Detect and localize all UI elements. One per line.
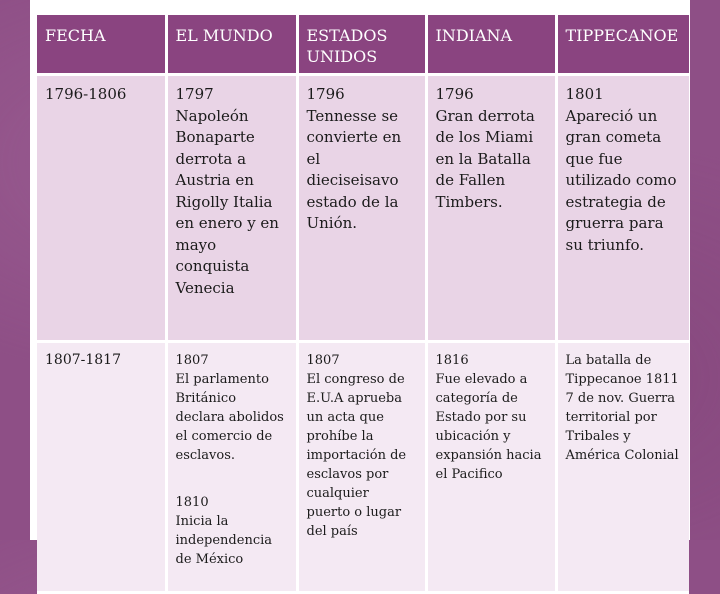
header-row — [37, 15, 689, 75]
cell-text: Apareció un gran cometa que fue utilizado como estrategia de gruerra para su triunfo. — [565, 106, 677, 254]
cell-fecha: 1796-1806 — [37, 75, 166, 342]
header-fecha: FECHA — [37, 15, 166, 75]
cell-fecha: 1807-1817 — [37, 342, 166, 593]
cell-year: 1807 — [306, 353, 340, 368]
cell-indiana — [426, 75, 556, 342]
cell-year: 1797 — [175, 85, 214, 103]
cell-text: La batalla de Tippecanoe 1811 7 de nov. Guerra territorial por Tribales y América Colonial — [565, 353, 679, 463]
cell-text: Napoleón Bonaparte derrota a Austria en Rigolly Italia en enero y en mayo conquista Venecia — [175, 106, 279, 297]
table-row — [37, 75, 689, 342]
cell-text: El parlamento Británico declara abolidos el comercio de esclavos. — [175, 372, 284, 463]
cell-estados-unidos — [297, 75, 426, 342]
cell-year: 1810 — [175, 495, 209, 510]
header-el-mundo: EL MUNDO — [166, 15, 297, 75]
table-row — [37, 342, 689, 593]
header-estados-unidos: ESTADOS UNIDOS — [297, 15, 426, 75]
cell-text: Fue elevado a categoría de Estado por su ubicación y expansión hacia el Pacifico — [435, 372, 542, 482]
cell-year: 1796 — [306, 85, 345, 103]
cell-text: Inicia la independencia de México — [175, 514, 273, 567]
cell-tippecanoe — [556, 75, 689, 342]
cell-text: Gran derrota de los Miami en la Batalla de Fallen Timbers. — [435, 106, 535, 211]
cell-year: 1807 — [175, 353, 209, 368]
cell-spacer — [176, 465, 288, 493]
history-table — [37, 15, 689, 594]
cell-el-mundo — [166, 75, 297, 342]
cell-text: Tennesse se convierte en el dieciseisavo estado de la Unión. — [306, 106, 402, 232]
cell-tippecanoe — [556, 342, 689, 593]
header-indiana: INDIANA — [426, 15, 556, 75]
cell-year: 1796 — [435, 85, 474, 103]
cell-el-mundo — [166, 342, 297, 593]
cell-estados-unidos — [297, 342, 426, 593]
cell-text: El congreso de E.U.A aprueba un acta que prohíbe la importación de esclavos por cualquier puerto o lugar del país — [306, 372, 407, 539]
cell-year: 1816 — [435, 353, 469, 368]
cell-year: 1801 — [565, 85, 604, 103]
header-tippecanoe: TIPPECANOE — [556, 15, 689, 75]
cell-indiana — [426, 342, 556, 593]
